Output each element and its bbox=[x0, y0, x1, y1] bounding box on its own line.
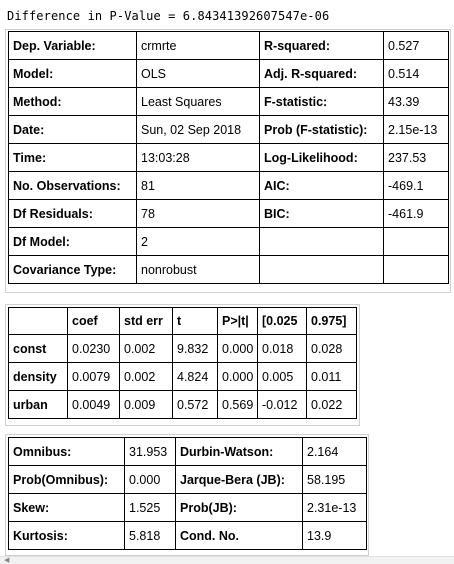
summary-value: 0.527 bbox=[384, 32, 449, 60]
t-value: 4.824 bbox=[173, 363, 218, 391]
summary-value: 2 bbox=[137, 228, 260, 256]
diagnostic-label: Skew: bbox=[9, 494, 125, 522]
summary-value: 81 bbox=[137, 172, 260, 200]
coef-value: 0.0049 bbox=[68, 391, 120, 419]
table-row bbox=[9, 438, 367, 466]
table-row bbox=[9, 228, 449, 256]
summary-label bbox=[260, 228, 384, 256]
ci-lower-value: -0.012 bbox=[258, 391, 307, 419]
diagnostic-label: Prob(Omnibus): bbox=[9, 466, 125, 494]
summary-label bbox=[260, 256, 384, 284]
coef-value: 0.0230 bbox=[68, 335, 120, 363]
column-header: [0.025 bbox=[258, 308, 307, 335]
diagnostic-value: 13.9 bbox=[303, 522, 367, 550]
diagnostic-value: 5.818 bbox=[125, 522, 176, 550]
summary-label: Adj. R-squared: bbox=[260, 60, 384, 88]
table-row bbox=[9, 172, 449, 200]
table-row bbox=[9, 200, 449, 228]
diagnostic-label: Kurtosis: bbox=[9, 522, 125, 550]
table-row bbox=[9, 116, 449, 144]
t-value: 0.572 bbox=[173, 391, 218, 419]
diagnostic-label: Cond. No. bbox=[176, 522, 303, 550]
summary-label: F-statistic: bbox=[260, 88, 384, 116]
table-row bbox=[9, 522, 367, 550]
summary-value: 0.514 bbox=[384, 60, 449, 88]
summary-label: Covariance Type: bbox=[9, 256, 137, 284]
summary-value: 13:03:28 bbox=[137, 144, 260, 172]
ci-lower-value: 0.018 bbox=[258, 335, 307, 363]
coefficients-table bbox=[8, 307, 357, 419]
summary-label: Method: bbox=[9, 88, 137, 116]
ci-upper-value: 0.022 bbox=[307, 391, 357, 419]
table-row bbox=[9, 363, 357, 391]
summary-value bbox=[384, 228, 449, 256]
column-header: P>|t| bbox=[218, 308, 258, 335]
summary-label: AIC: bbox=[260, 172, 384, 200]
coef-value: 0.0079 bbox=[68, 363, 120, 391]
column-header: 0.975] bbox=[307, 308, 357, 335]
summary-label: R-squared: bbox=[260, 32, 384, 60]
diagnostic-label: Jarque-Bera (JB): bbox=[176, 466, 303, 494]
p-value: 0.569 bbox=[218, 391, 258, 419]
row-label: density bbox=[9, 363, 68, 391]
summary-value: -469.1 bbox=[384, 172, 449, 200]
summary-label: Date: bbox=[9, 116, 137, 144]
column-header: std err bbox=[120, 308, 173, 335]
std-err-value: 0.002 bbox=[120, 363, 173, 391]
summary-value bbox=[384, 256, 449, 284]
scroll-left-icon[interactable]: ◀ bbox=[4, 556, 10, 564]
column-header: t bbox=[173, 308, 218, 335]
diagnostic-label: Durbin-Watson: bbox=[176, 438, 303, 466]
summary-label: Prob (F-statistic): bbox=[260, 116, 384, 144]
table-row bbox=[9, 60, 449, 88]
row-label: urban bbox=[9, 391, 68, 419]
summary-label: Dep. Variable: bbox=[9, 32, 137, 60]
p-value: 0.000 bbox=[218, 335, 258, 363]
diagnostics-table bbox=[8, 437, 367, 550]
summary-label: Time: bbox=[9, 144, 137, 172]
row-label: const bbox=[9, 335, 68, 363]
output-text-line: Difference in P-Value = 6.84341392607547e-06 bbox=[7, 9, 330, 23]
summary-label: Log-Likelihood: bbox=[260, 144, 384, 172]
diagnostic-value: 31.953 bbox=[125, 438, 176, 466]
model-summary-table bbox=[8, 31, 449, 284]
p-value: 0.000 bbox=[218, 363, 258, 391]
table-header-row bbox=[9, 308, 357, 335]
summary-label: Model: bbox=[9, 60, 137, 88]
column-header bbox=[9, 308, 68, 335]
table-row bbox=[9, 466, 367, 494]
summary-value: -461.9 bbox=[384, 200, 449, 228]
std-err-value: 0.002 bbox=[120, 335, 173, 363]
summary-value: 237.53 bbox=[384, 144, 449, 172]
ci-upper-value: 0.028 bbox=[307, 335, 357, 363]
diagnostic-value: 2.164 bbox=[303, 438, 367, 466]
summary-value: OLS bbox=[137, 60, 260, 88]
column-header: coef bbox=[68, 308, 120, 335]
summary-value: crmrte bbox=[137, 32, 260, 60]
ci-lower-value: 0.005 bbox=[258, 363, 307, 391]
table-row bbox=[9, 88, 449, 116]
table-row bbox=[9, 494, 367, 522]
table-row bbox=[9, 335, 357, 363]
summary-value: 2.15e-13 bbox=[384, 116, 449, 144]
table-row bbox=[9, 32, 449, 60]
summary-label: Df Residuals: bbox=[9, 200, 137, 228]
table-row bbox=[9, 256, 449, 284]
diagnostic-value: 1.525 bbox=[125, 494, 176, 522]
ci-upper-value: 0.011 bbox=[307, 363, 357, 391]
diagnostic-label: Prob(JB): bbox=[176, 494, 303, 522]
diagnostic-value: 2.31e-13 bbox=[303, 494, 367, 522]
summary-value: Least Squares bbox=[137, 88, 260, 116]
table-row bbox=[9, 391, 357, 419]
summary-value: Sun, 02 Sep 2018 bbox=[137, 116, 260, 144]
summary-value: 78 bbox=[137, 200, 260, 228]
summary-label: Df Model: bbox=[9, 228, 137, 256]
summary-label: BIC: bbox=[260, 200, 384, 228]
diagnostic-value: 58.195 bbox=[303, 466, 367, 494]
summary-value: nonrobust bbox=[137, 256, 260, 284]
t-value: 9.832 bbox=[173, 335, 218, 363]
summary-value: 43.39 bbox=[384, 88, 449, 116]
table-row bbox=[9, 144, 449, 172]
summary-label: No. Observations: bbox=[9, 172, 137, 200]
diagnostic-label: Omnibus: bbox=[9, 438, 125, 466]
std-err-value: 0.009 bbox=[120, 391, 173, 419]
diagnostic-value: 0.000 bbox=[125, 466, 176, 494]
